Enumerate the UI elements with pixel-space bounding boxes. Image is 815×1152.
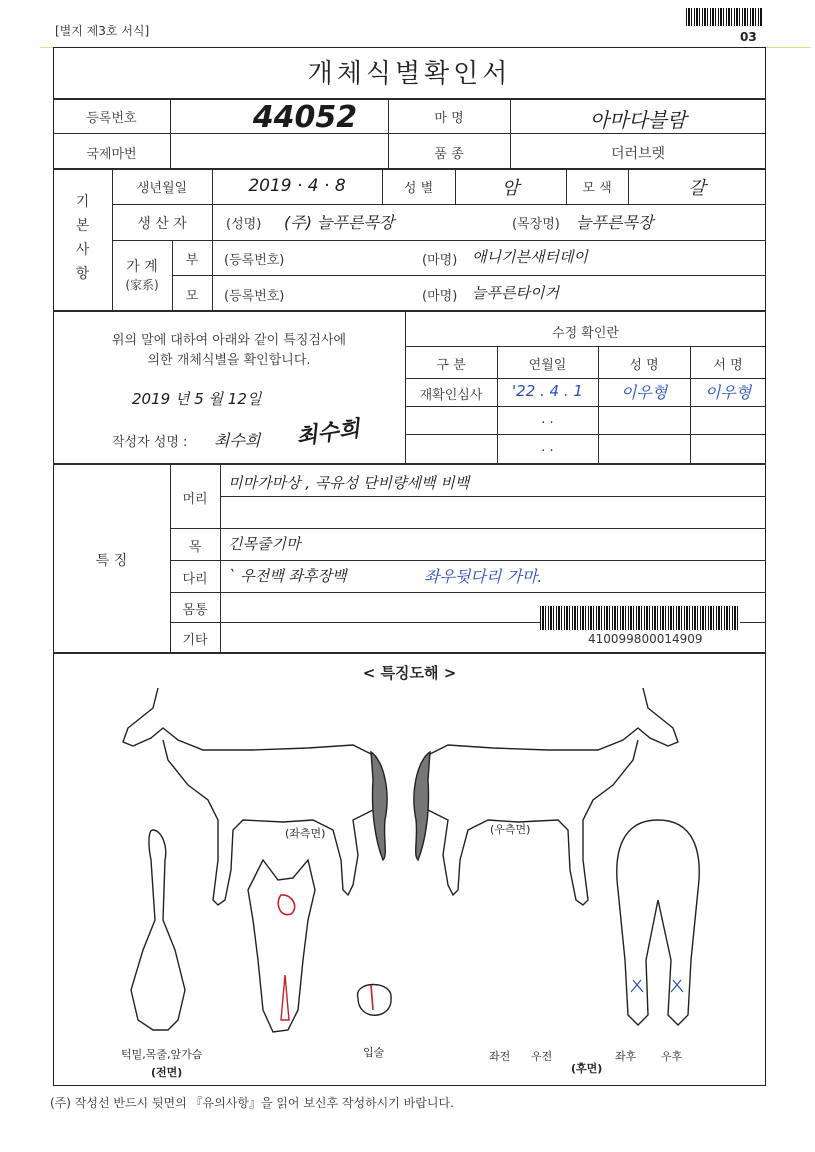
farm-name-label: (목장명) <box>512 217 560 232</box>
rear-label: (후면) <box>571 1062 603 1075</box>
rev-col-date: 연월일 <box>528 358 567 373</box>
form-label: [별지 제3호 서식] <box>55 24 150 38</box>
front-caption: 턱밑,목줄,앞가슴 <box>121 1048 203 1061</box>
sire-name-value: 애니기븐새터데이 <box>472 248 588 266</box>
coat-value: 갈 <box>688 178 706 199</box>
body-label: 몸통 <box>182 603 208 618</box>
sire-reg-label: (등록번호) <box>224 253 285 268</box>
birth-value: 2019 · 4 · 8 <box>248 176 346 196</box>
head-front-outline <box>248 860 315 1032</box>
pedigree-label: 가 계 <box>126 259 158 275</box>
left-side-horse-outline <box>123 688 383 905</box>
horse-name-label: 마 명 <box>434 111 464 126</box>
footnote: (주) 작성선 반드시 뒷면의 『유의사항』을 읽어 보신후 작성하시기 바랍니다. <box>50 1096 454 1110</box>
top-barcode <box>686 8 762 26</box>
issue-date: 2019 년 5 월 12일 <box>132 390 262 408</box>
left-side-label: (좌측면) <box>285 827 326 840</box>
statement-line-1: 위의 말에 대하여 아래와 같이 특징검사에 <box>111 333 347 348</box>
dam-label: 모 <box>185 289 199 304</box>
diagram-title: < 특징도해 > <box>362 664 457 682</box>
lip-outline <box>358 985 392 1016</box>
breed-label: 품 종 <box>434 147 464 162</box>
other-label: 기타 <box>182 633 208 648</box>
breed-value: 더러브렛 <box>610 146 666 162</box>
reg-no-label: 등록번호 <box>86 111 137 126</box>
producer-label: 생 산 자 <box>137 216 187 232</box>
horse-name-value: 아마다블람 <box>589 108 687 132</box>
rev-row-kind: 재확인심사 <box>419 388 483 403</box>
legs-value-2: 좌우뒷다리 가마. <box>424 567 543 586</box>
sex-value: 암 <box>501 178 520 199</box>
barcode-number: 410099800014909 <box>588 632 703 646</box>
rev-row-date: '22 . 4 . 1 <box>512 382 583 400</box>
right-side-horse-tail <box>414 752 430 860</box>
features-label: 특 징 <box>95 553 128 569</box>
revision-header: 수정 확인란 <box>552 326 619 341</box>
rev-empty-date-1: . . <box>541 412 554 427</box>
legs-value-1: ` 우전백 좌후장백 <box>228 567 347 585</box>
hind-right-label: 우후 <box>661 1050 683 1063</box>
producer-name-label: (성명) <box>226 217 262 232</box>
birth-label: 생년월일 <box>136 181 188 196</box>
author-name: 최수희 <box>214 431 261 450</box>
rear-view-outline <box>617 820 699 1025</box>
lip-label: 입술 <box>363 1046 385 1059</box>
page-number: 03 <box>740 30 757 44</box>
sire-label: 부 <box>185 253 199 268</box>
neck-value: 긴목줄기마 <box>228 535 301 553</box>
head-value: 미마가마상 , 곡유성 단비량세백 비백 <box>228 474 470 492</box>
left-side-horse-tail <box>371 752 387 860</box>
right-side-horse-outline <box>418 688 678 905</box>
item-barcode <box>540 606 740 630</box>
dam-reg-label: (등록번호) <box>224 289 285 304</box>
coat-label: 모 색 <box>582 181 612 196</box>
rev-empty-date-2: . . <box>541 440 554 455</box>
legs-label: 다리 <box>182 572 208 587</box>
intl-name-label: 국제마번 <box>86 147 137 162</box>
hind-left-label: 좌후 <box>615 1050 637 1063</box>
dam-name-label: (마명) <box>422 289 458 304</box>
front-left-label: 좌전 <box>489 1050 511 1063</box>
statement-line-2: 의한 개체식별을 확인합니다. <box>147 353 311 368</box>
front-view-outline <box>131 830 185 1030</box>
neck-label: 목 <box>188 540 202 555</box>
sire-name-label: (마명) <box>422 253 458 268</box>
rev-row-name: 이우형 <box>620 383 668 402</box>
rev-col-sign: 서 명 <box>713 358 743 373</box>
front-right-label: 우전 <box>531 1050 553 1063</box>
rev-col-kind: 구 분 <box>436 358 466 373</box>
pedigree-hanja: (家系) <box>125 278 159 292</box>
producer-name-value: (주) 늘푸른목장 <box>284 213 395 232</box>
document-title: 개체식별확인서 <box>307 59 512 89</box>
head-label: 머리 <box>182 492 208 507</box>
dam-name-value: 늘푸른타이거 <box>472 284 559 302</box>
front-label: (전면) <box>151 1066 183 1079</box>
reg-no-value: 44052 <box>252 100 358 135</box>
horse-diagram <box>53 680 766 1085</box>
author-label: 작성자 성명 : <box>112 435 188 450</box>
rev-row-sign: 이우형 <box>704 383 752 402</box>
right-side-label: (우측면) <box>490 823 531 836</box>
basic-info-label: 기 본 사 항 <box>75 194 90 282</box>
author-signature: 최수희 <box>294 416 362 451</box>
farm-name-value: 늘푸른목장 <box>576 213 654 232</box>
rev-col-name: 성 명 <box>629 358 659 373</box>
sex-label: 성 별 <box>403 181 434 196</box>
